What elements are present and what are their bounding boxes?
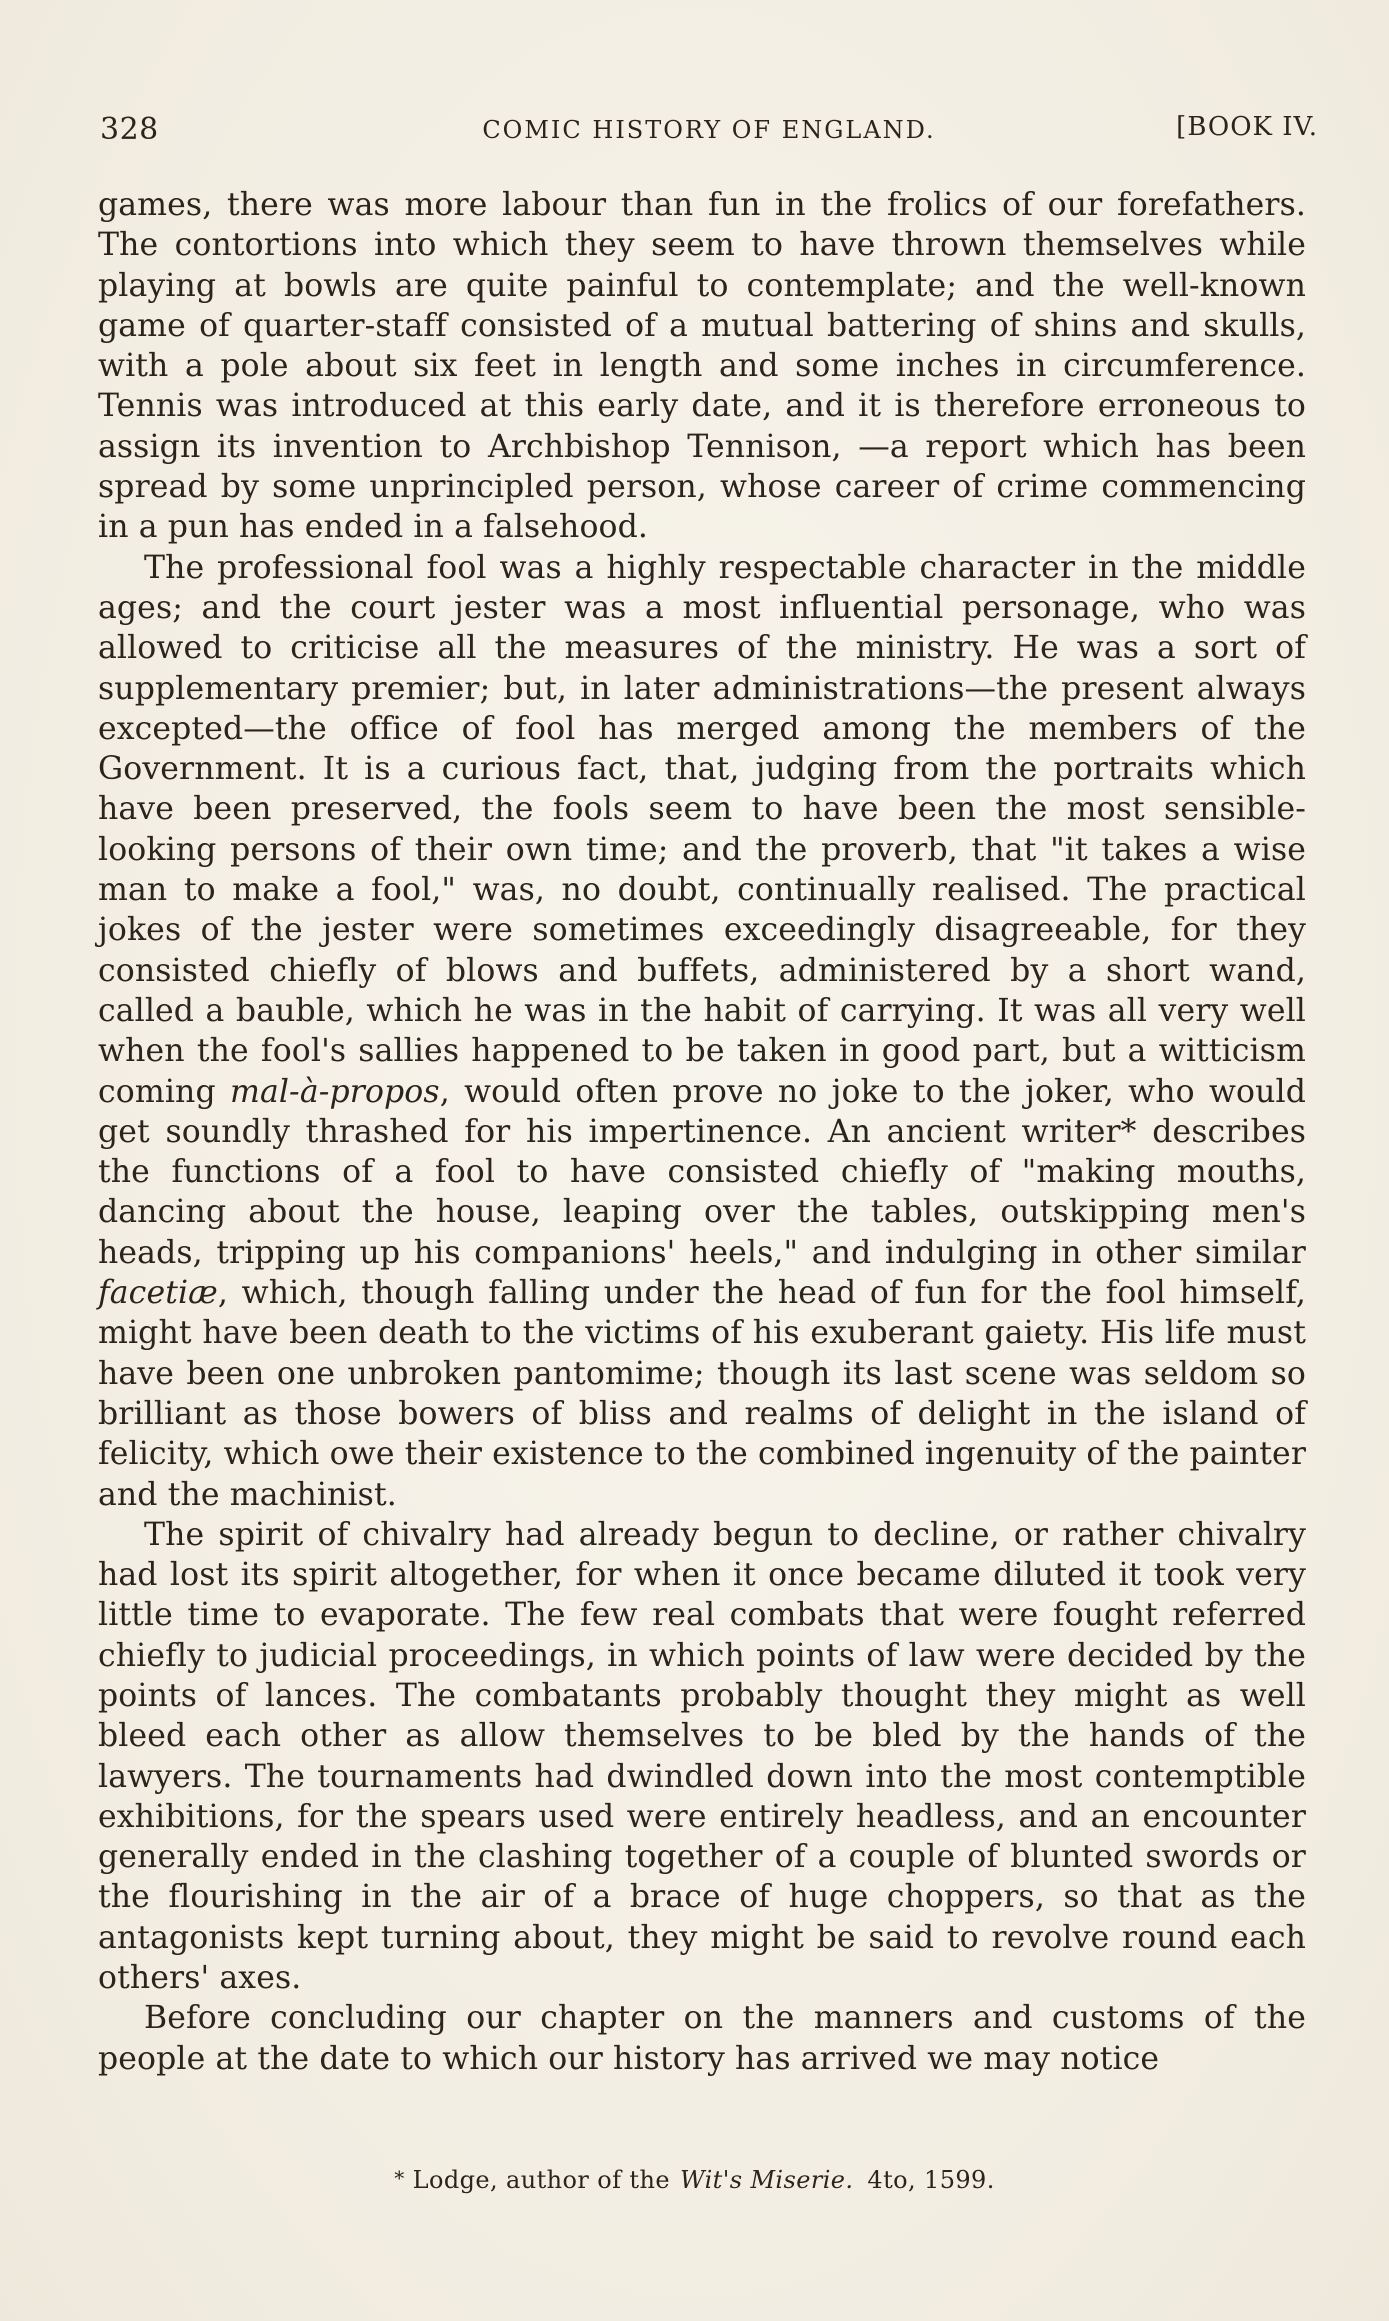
italic-facetiae: facetiæ	[98, 1275, 218, 1312]
page-number: 328	[100, 112, 159, 147]
fool-text-part-2: , would often prove no joke to the joker, who would get soundly thrashed for his impertinence. An ancient writer* describes the functions of a fool to have consisted chiefly of "making mouths, dancing about the house, leaping over the tables, outskipping men's heads, tripping up his companions' heels," and indulging in other similar	[98, 1073, 1306, 1271]
footnote-marker: *	[394, 2166, 405, 2190]
fool-text-part-3: , which, though falling under the head of fun for the fool himself, might have been death to the victims of his exuberant gaiety. His life must have been one unbroken pantomime; though its last scene was seldom so brilliant as those bowers of bliss and realms of delight in the island of felicity, which owe their existence to the combined ingenuity of the painter and the machinist.	[98, 1275, 1306, 1513]
book-marker: [BOOK IV.	[1176, 112, 1318, 142]
running-title: COMIC HISTORY OF ENGLAND.	[482, 116, 936, 144]
footnote-text-before: Lodge, author of the	[412, 2166, 670, 2194]
paragraph-before-concluding: Before concluding our chapter on the manners and customs of the people at the date to which our history has arrived we may notice	[98, 2000, 1306, 2077]
paragraph-professional-fool	[98, 548, 1306, 1515]
footnote-work-title: Wit's Miserie.	[679, 2166, 854, 2194]
paragraph-chivalry: The spirit of chivalry had already begun to decline, or rather chivalry had lost its spirit altogether, for when it once became diluted it took very little time to evaporate. The few real combats that were fought referred chiefly to judicial proceedings, in which points of law were decided by the points of lances. The combatants probably thought they might as well bleed each other as allow themselves to be bled by the hands of the lawyers. The tournaments had dwindled down into the most contemptible exhibitions, for the spears used were entirely headless, and an encounter generally ended in the clashing together of a couple of blunted swords or the flourishing in the air of a brace of huge choppers, so that as the antagonists kept turning about, they might be said to revolve round each others' axes.	[98, 1516, 1306, 1997]
body-text	[98, 185, 1306, 2079]
footnote-text-after: 4to, 1599.	[867, 2166, 995, 2194]
page-header	[100, 112, 1318, 162]
italic-mal-a-propos: mal-à-propos	[229, 1073, 440, 1110]
footnote	[0, 2166, 1389, 2194]
paragraph-games: games, there was more labour than fun in the frolics of our forefathers. The contortions into which they seem to have thrown themselves while playing at bowls are quite painful to contemplate; and the well-known game of quarter-staff consisted of a mutual battering of shins and skulls, with a pole about six feet in length and some inches in circumference. Tennis was introduced at this early date, and it is therefore erroneous to assign its invention to Archbishop Tennison, —a report which has been spread by some unprincipled person, whose career of crime commencing in a pun has ended in a falsehood.	[98, 187, 1306, 546]
fool-text-part-1: The professional fool was a highly respectable character in the middle ages; and the court jester was a most influential personage, who was allowed to criticise all the measures of the ministry. He was a sort of supplementary premier; but, in later administrations—the present always excepted—the office of fool has merged among the members of the Government. It is a curious fact, that, judging from the portraits which have been preserved, the fools seem to have been the most sensible-looking persons of their own time; and the proverb, that "it takes a wise man to make a fool," was, no doubt, continually realised. The practical jokes of the jester were sometimes exceedingly disagreeable, for they consisted chiefly of blows and buffets, administered by a short wand, called a bauble, which he was in the habit of carrying. It was all very well when the fool's sallies happened to be taken in good part, but a witticism coming	[98, 549, 1306, 1110]
